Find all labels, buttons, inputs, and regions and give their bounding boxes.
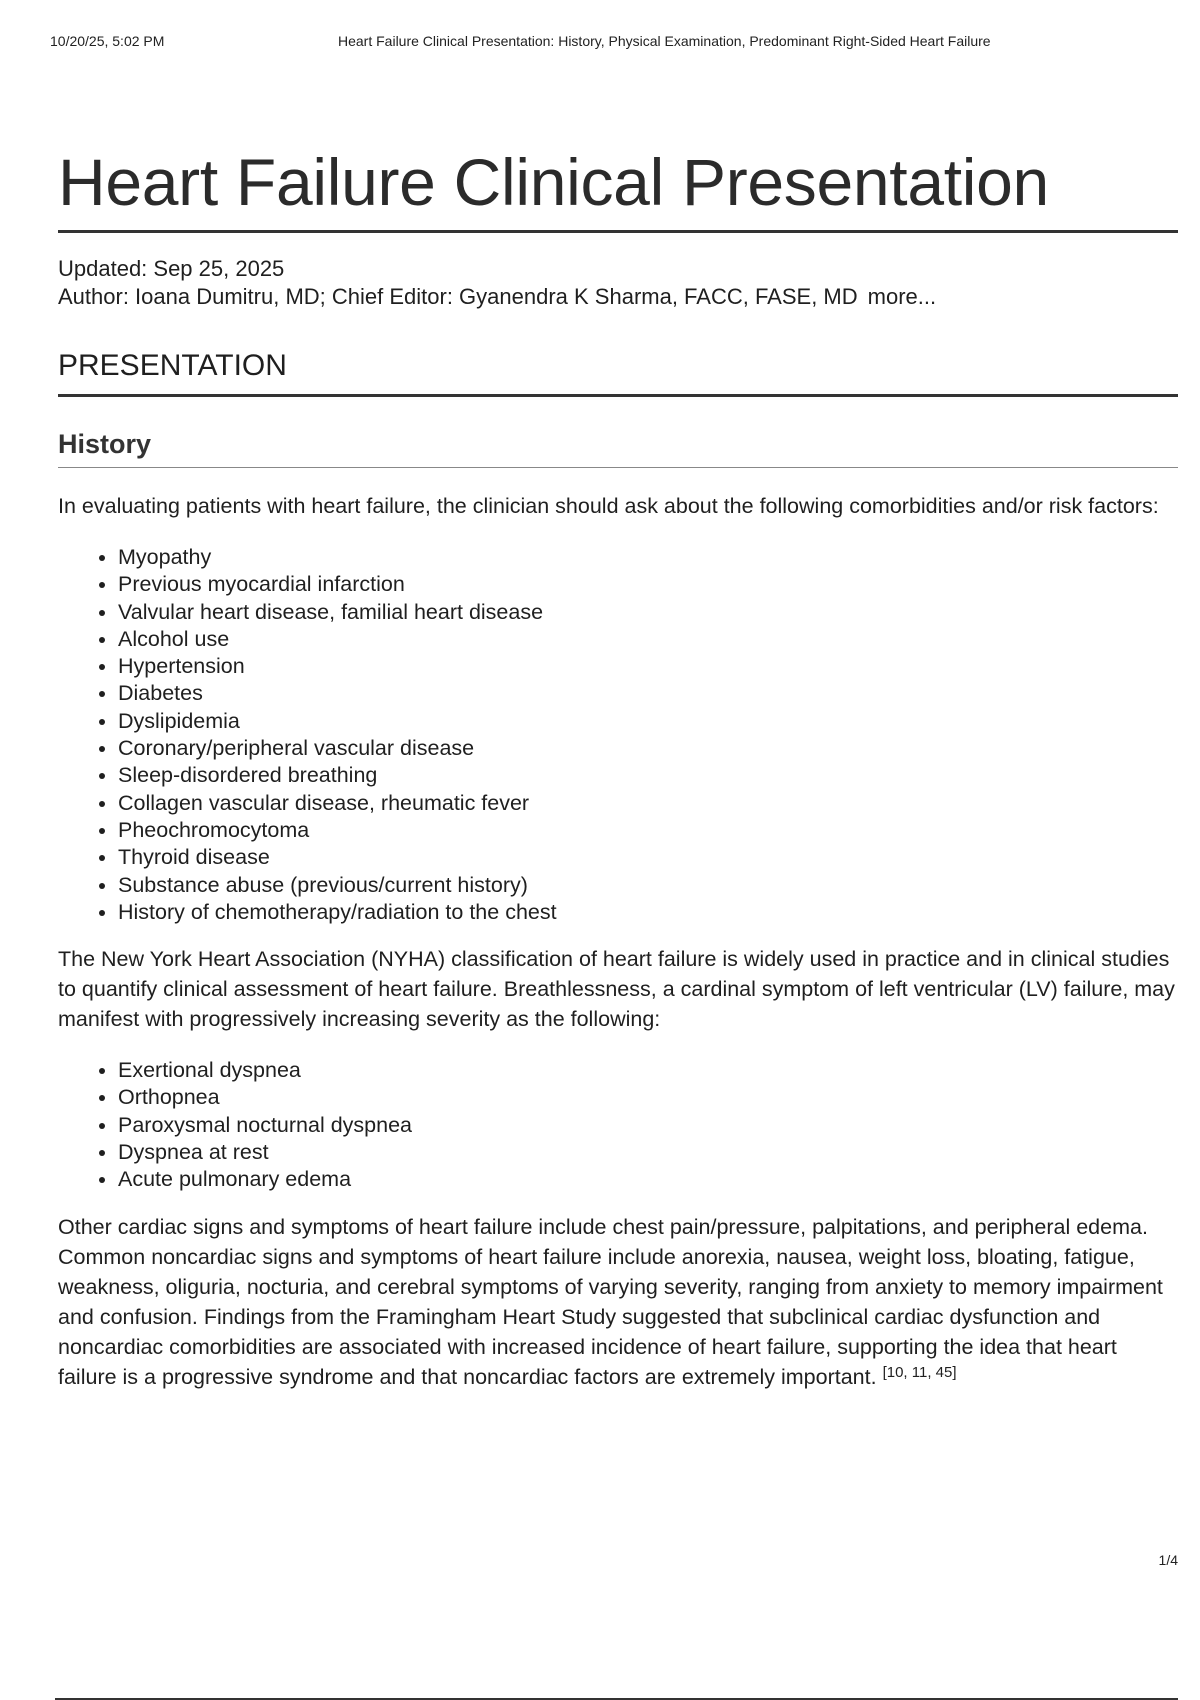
updated-date: Updated: Sep 25, 2025 (58, 256, 285, 281)
citation-link[interactable]: [10, 11, 45] (882, 1363, 957, 1381)
list-item: • History of chemotherapy/radiation to the chest (118, 899, 1178, 926)
other-signs-paragraph (58, 1212, 1178, 1392)
print-page-title: Heart Failure Clinical Presentation: History, Physical Examination, Predominant Right-Sided Heart Failure (338, 33, 991, 49)
article-meta (58, 255, 1178, 311)
list-item: • Dyspnea at rest (118, 1139, 1178, 1166)
list-item: • Substance abuse (previous/current history) (118, 872, 1178, 899)
list-item: • Dyslipidemia (118, 708, 1178, 735)
list-item: • Valvular heart disease, familial heart disease (118, 599, 1178, 626)
article-title: Heart Failure Clinical Presentation (58, 145, 1049, 219)
list-item: • Orthopnea (118, 1084, 1178, 1111)
nyha-paragraph: The New York Heart Association (NYHA) classification of heart failure is widely used in practice and in clinical studies to quantify clinical assessment of heart failure. Breathlessness, a cardinal symptom of left ventricular (LV) failure, may manifest with progressively increasing severity as the following: (58, 947, 1175, 1032)
list-item: • Collagen vascular disease, rheumatic fever (118, 790, 1178, 817)
list-item: • Hypertension (118, 653, 1178, 680)
article-content (58, 140, 1178, 1392)
subsection-title: History (58, 429, 152, 459)
list-item: • Thyroid disease (118, 844, 1178, 871)
dyspnea-list (58, 1057, 1178, 1193)
list-item: • Pheochromocytoma (118, 817, 1178, 844)
more-authors-link[interactable]: more... (867, 284, 937, 309)
section-divider (58, 394, 1178, 397)
list-item: • Exertional dyspnea (118, 1057, 1178, 1084)
risk-factor-list (58, 544, 1178, 926)
list-item: • Coronary/peripheral vascular disease (118, 735, 1178, 762)
print-header (50, 33, 1150, 53)
list-item: • Myopathy (118, 544, 1178, 571)
other-signs-text: Other cardiac signs and symptoms of heart failure include chest pain/pressure, palpitations, and peripheral edema. Common noncardiac signs and symptoms of heart failure include anorexia, nausea, weight loss, bloating, fatigue, weakness, oliguria, nocturia, and cerebral symptoms of varying severity, ranging from anxiety to memory impairment and confusion. Findings from the Framingham Heart Study suggested that subclinical cardiac dysfunction and noncardiac comorbidities are associated with increased incidence of heart failure, supporting the idea that heart failure is a progressive syndrome and that noncardiac factors are extremely important. (58, 1214, 1163, 1389)
list-item: • Acute pulmonary edema (118, 1166, 1178, 1193)
title-divider (58, 230, 1178, 233)
intro-paragraph: In evaluating patients with heart failure, the clinician should ask about the following comorbidities and/or risk factors: (58, 494, 1159, 518)
list-item: • Paroxysmal nocturnal dyspnea (118, 1112, 1178, 1139)
author-text: Author: Ioana Dumitru, MD; Chief Editor: Gyanendra K Sharma, FACC, FASE, MD (58, 284, 858, 309)
list-item: • Sleep-disordered breathing (118, 762, 1178, 789)
subsection-divider (58, 467, 1178, 468)
section-title: PRESENTATION (58, 349, 287, 382)
list-item: • Diabetes (118, 680, 1178, 707)
author-line (58, 283, 1178, 311)
print-date: 10/20/25, 5:02 PM (50, 33, 165, 49)
list-item: • Previous myocardial infarction (118, 571, 1178, 598)
list-item: • Alcohol use (118, 626, 1178, 653)
page-number: 1/4 (1158, 1552, 1178, 1568)
